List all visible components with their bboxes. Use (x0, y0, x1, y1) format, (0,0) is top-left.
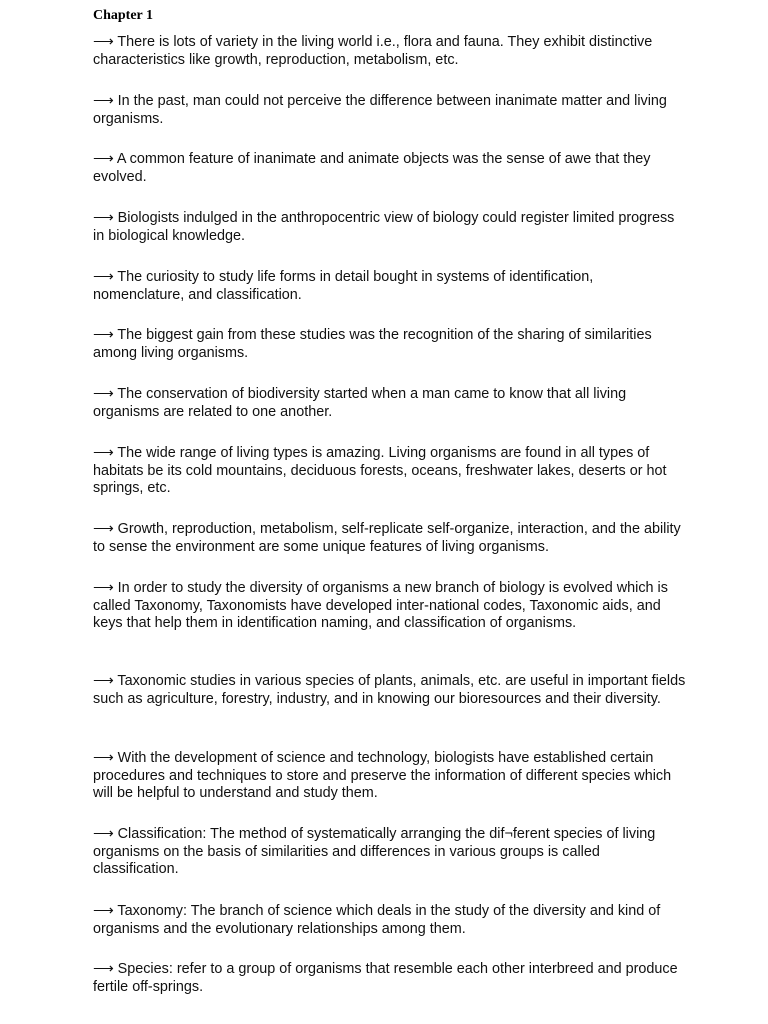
paragraph: ⟶ Growth, reproduction, metabolism, self-replicate self-organize, interaction, and the ability to sense the environment are some unique features of living organisms. (93, 521, 681, 555)
paragraph: ⟶ With the development of science and technology, biologists have established certain procedures and techniques to store and preserve the information of different species which will be helpful to understand and study them. (93, 750, 672, 802)
paragraph: ⟶ A common feature of inanimate and animate objects was the sense of awe that they evolved. (93, 151, 651, 185)
paragraph: ⟶ In order to study the diversity of organisms a new branch of biology is evolved which is called Taxonomy, Taxonomists have developed inter-national codes, Taxonomic aids, and keys that help them in identification naming, and classification of organisms. (93, 580, 668, 632)
paragraph: ⟶ The wide range of living types is amazing. Living organisms are found in all types of habitats be its cold mountains, deciduous forests, oceans, freshwater lakes, deserts or hot springs, etc. (93, 445, 667, 497)
paragraph: ⟶ Taxonomy: The branch of science which deals in the study of the diversity and kind of organisms and the evolutionary relationships among them. (93, 903, 661, 937)
paragraph: ⟶ The curiosity to study life forms in detail bought in systems of identification, nomenclature, and classification. (93, 269, 594, 303)
paragraph: ⟶ The conservation of biodiversity started when a man came to know that all living organisms are related to one another. (93, 386, 627, 420)
paragraph: ⟶ The biggest gain from these studies was the recognition of the sharing of similarities among living organisms. (93, 327, 652, 361)
paragraph: ⟶ In the past, man could not perceive the difference between inanimate matter and living organisms. (93, 93, 667, 127)
chapter-title: Chapter 1 (93, 8, 154, 23)
paragraph: ⟶ Classification: The method of systematically arranging the dif¬ferent species of living organisms on the basis of similarities and differences in various groups is called classification. (93, 826, 656, 878)
paragraph: ⟶ Biologists indulged in the anthropocentric view of biology could register limited progress in biological knowledge. (93, 210, 675, 244)
paragraph: ⟶ Taxonomic studies in various species of plants, animals, etc. are useful in important fields such as agriculture, forestry, industry, and in knowing our bioresources and their diversity. (93, 673, 686, 707)
paragraph: ⟶ Species: refer to a group of organisms that resemble each other interbreed and produce fertile off-springs. (93, 961, 678, 995)
paragraph: ⟶ There is lots of variety in the living world i.e., flora and fauna. They exhibit distinctive characteristics like growth, reproduction, metabolism, etc. (93, 34, 653, 68)
